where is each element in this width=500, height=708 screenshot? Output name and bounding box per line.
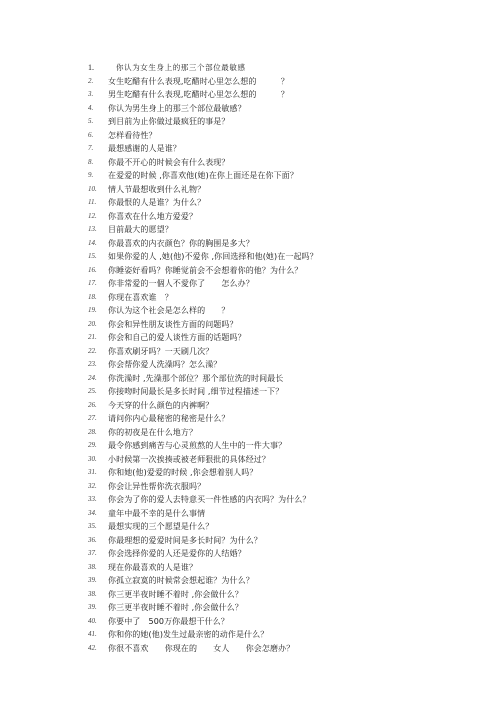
question-text: 最令你感到痛苦与心灵煎熬的人生中的一件大事？ — [108, 441, 287, 450]
question-text: 你喜欢刷牙吗？一天刷几次？ — [108, 346, 214, 356]
question-number: 33. — [88, 495, 97, 503]
question-number: 1. — [88, 63, 94, 72]
question-number: 2. — [88, 76, 94, 85]
question-number: 19. — [88, 306, 97, 314]
question-text: 男生吃醋有什么表现,吃醋时心里怎么想的 ？ — [108, 90, 289, 99]
question-item — [88, 358, 488, 372]
question-number: 7. — [88, 144, 94, 152]
question-text: 你三更半夜时睡不着时 ,你会做什么？ — [108, 603, 243, 612]
question-text: 你接吻时间最长是多长时间 ,细节过程描述一下？ — [108, 387, 284, 396]
question-text: 你现在喜欢谁 ？ — [108, 292, 173, 302]
question-item — [88, 385, 488, 399]
question-number: 5. — [88, 117, 94, 125]
question-number: 37. — [88, 549, 97, 557]
question-item — [88, 237, 488, 251]
question-item — [88, 507, 488, 521]
question-item — [88, 61, 488, 75]
question-number: 27. — [88, 414, 97, 422]
question-item — [88, 574, 488, 588]
question-number: 29. — [88, 441, 97, 449]
question-item — [88, 642, 488, 656]
question-number: 35. — [88, 522, 97, 530]
question-number: 22. — [88, 346, 97, 355]
question-item — [88, 142, 488, 156]
question-item — [88, 412, 488, 426]
question-item — [88, 480, 488, 494]
question-item — [88, 331, 488, 345]
question-number: 40. — [88, 616, 97, 625]
question-text: 你会让异性帮你洗衣服吗？ — [108, 481, 206, 491]
question-item — [88, 561, 488, 575]
question-text: 最想实现的三个愿望是什么？ — [108, 522, 214, 531]
question-item — [88, 547, 488, 561]
question-text: 如果你爱的人 ,她(他)不爱你 ,你回选择和他(她)在一起吗？ — [108, 252, 318, 261]
question-item — [88, 250, 488, 264]
question-item — [88, 372, 488, 386]
question-number: 26. — [88, 400, 97, 409]
question-item — [88, 345, 488, 359]
question-number: 13. — [88, 225, 97, 233]
question-number: 38. — [88, 562, 97, 571]
question-item — [88, 75, 488, 89]
question-number: 31. — [88, 468, 97, 476]
question-number: 17. — [88, 279, 97, 287]
question-number: 18. — [88, 292, 97, 301]
question-text: 小时候第一次挨揍或被老师狠批的具体经过？ — [108, 454, 270, 464]
question-text: 你最喜欢的内衣颜色？你的胸围是多大？ — [108, 238, 254, 248]
question-item — [88, 520, 488, 534]
question-text: 到目前为止你做过最疯狂的事是？ — [108, 117, 230, 126]
question-item — [88, 88, 488, 102]
question-number: 42. — [88, 643, 97, 652]
question-text: 你很不喜欢 你现在的 女人 你会怎磨办？ — [108, 643, 295, 653]
question-text: 女生吃醋有什么表现,吃醋时心里怎么想的 ？ — [108, 76, 289, 86]
question-text: 现在你最喜欢的人是谁？ — [108, 562, 198, 572]
question-number: 21. — [88, 333, 97, 341]
question-number: 28. — [88, 427, 97, 436]
question-text: 你睡姿好看吗？你睡觉前会不会想着你的他？为什么？ — [108, 265, 303, 275]
question-number: 12. — [88, 211, 97, 220]
question-text: 今天穿的什么颜色的内裤啊？ — [108, 400, 214, 410]
question-text: 你会和异性朋友谈性方面的问题吗？ — [108, 319, 238, 329]
question-item — [88, 277, 488, 291]
question-text: 最想感谢的人是谁？ — [108, 144, 181, 153]
question-text: 你会和自己的爱人谈性方面的话题吗？ — [108, 333, 246, 342]
question-text: 你最不开心的时候会有什么表现？ — [108, 157, 230, 167]
question-text: 你会选择你爱的人还是爱你的人结婚？ — [108, 549, 246, 558]
question-text: 你认为这个社会是怎么样的 ？ — [108, 306, 230, 315]
question-text: 你要中了 500万你最想干什么？ — [108, 616, 229, 626]
question-text: 你的初夜是在什么地方？ — [108, 427, 198, 437]
question-number: 34. — [88, 508, 97, 517]
question-text: 怎样看待性？ — [108, 130, 157, 140]
question-number: 39. — [88, 576, 97, 584]
question-text: 你和你的她(他)发生过最亲密的动作是什么？ — [108, 630, 269, 639]
question-number: 20. — [88, 319, 97, 328]
question-text: 你最恨的人是谁？为什么？ — [108, 198, 206, 207]
question-item — [88, 115, 488, 129]
question-number: 25. — [88, 387, 97, 395]
question-item — [88, 439, 488, 453]
question-item — [88, 534, 488, 548]
question-number: 3. — [88, 90, 94, 98]
question-number: 38. — [88, 589, 97, 598]
question-text: 你最理想的爱爱时间是多长时间？为什么？ — [108, 535, 262, 545]
question-text: 请问你内心最秘密的秘密是什么？ — [108, 414, 230, 423]
question-item — [88, 223, 488, 237]
question-item — [88, 588, 488, 602]
question-text: 情人节最想收到什么礼物？ — [108, 184, 206, 194]
question-text: 你会为了你的爱人去特意买一件性感的内衣吗？为什么？ — [108, 495, 311, 504]
question-item — [88, 426, 488, 440]
question-number: 9. — [88, 171, 94, 179]
question-text: 目前最大的愿望？ — [108, 225, 173, 234]
question-text: 你认为男生身上的那三个部位最敏感？ — [108, 103, 246, 113]
question-item — [88, 601, 488, 615]
question-number: 14. — [88, 238, 97, 247]
question-text: 童年中最不幸的是什么事情 — [108, 508, 206, 518]
question-item — [88, 399, 488, 413]
question-text: 你孤立寂寞的时候常会想起谁？为什么？ — [108, 576, 254, 585]
question-number: 6. — [88, 130, 94, 139]
question-number: 23. — [88, 360, 97, 368]
question-list — [88, 61, 488, 655]
question-item — [88, 318, 488, 332]
question-text: 你非常爱的一個人不愛你了 怎么办？ — [108, 279, 254, 288]
question-item — [88, 264, 488, 278]
question-item — [88, 129, 488, 143]
question-number: 16. — [88, 265, 97, 274]
question-item — [88, 615, 488, 629]
question-text: 你会帮你爱人洗澡吗？怎么澡？ — [108, 360, 222, 369]
question-text: 你认为女生身上的那三个部位最敏感 — [116, 63, 246, 72]
question-text: 你喜欢在什么地方爱爱？ — [108, 211, 198, 221]
question-number: 15. — [88, 252, 97, 260]
question-text: 在爱爱的时候 ,你喜欢他(她)在你上面还是在你下面？ — [108, 171, 298, 180]
question-text: 你和她(他)爱爱的时候 ,你会想着别人吗？ — [108, 468, 258, 477]
question-item — [88, 466, 488, 480]
question-item — [88, 102, 488, 116]
question-item — [88, 210, 488, 224]
question-text: 你洗澡时 ,先澡那个部位？那个部位洗的时间最长 — [108, 373, 284, 383]
question-item — [88, 196, 488, 210]
question-text: 你三更半夜时睡不着时 ,你会做什么？ — [108, 589, 243, 599]
question-number: 36. — [88, 535, 97, 544]
question-item — [88, 453, 488, 467]
question-item — [88, 304, 488, 318]
question-number: 11. — [88, 198, 97, 206]
question-number: 30. — [88, 454, 97, 463]
question-item — [88, 183, 488, 197]
question-number: 32. — [88, 481, 97, 490]
question-number: 24. — [88, 373, 97, 382]
question-number: 10. — [88, 184, 97, 193]
question-item — [88, 156, 488, 170]
question-item — [88, 493, 488, 507]
question-number: 41. — [88, 630, 97, 638]
question-item — [88, 169, 488, 183]
question-item — [88, 628, 488, 642]
question-item — [88, 291, 488, 305]
question-number: 4. — [88, 103, 94, 112]
question-number: 8. — [88, 157, 94, 166]
question-number: 39. — [88, 603, 97, 611]
